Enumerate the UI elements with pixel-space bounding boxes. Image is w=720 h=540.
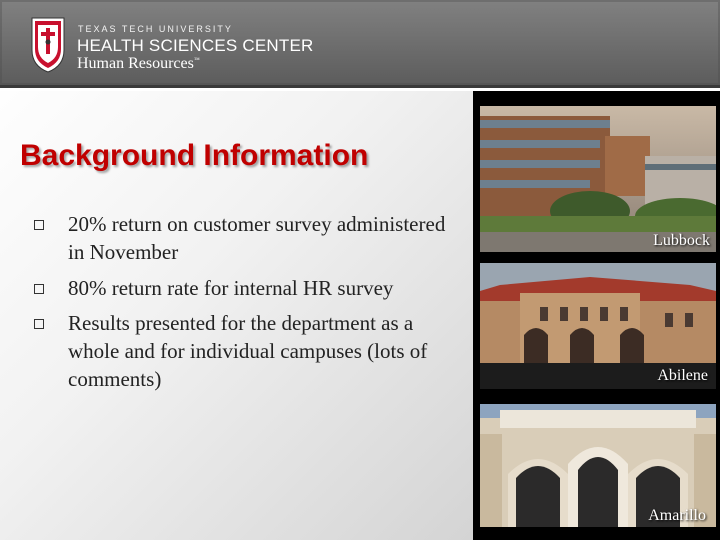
photo-caption: Abilene	[657, 367, 708, 384]
department-name: Human Resources™	[77, 55, 200, 72]
bullet-text: 20% return on customer survey administered in November	[68, 212, 446, 264]
bullet-item	[34, 274, 454, 302]
photo-abilene	[480, 263, 716, 389]
photo-caption: Amarillo	[648, 507, 706, 524]
slide-title: Background Information	[20, 139, 369, 172]
bullet-item	[34, 309, 454, 393]
bullet-list	[34, 210, 454, 401]
bullet-text: Results presented for the department as a whole and for individual campuses (lots of comments)	[68, 311, 428, 391]
square-bullet-icon	[34, 284, 44, 294]
photo-caption: Lubbock	[653, 232, 710, 249]
photo-lubbock	[480, 106, 716, 252]
center-name: HEALTH SCIENCES CENTER	[77, 36, 314, 55]
header-banner	[0, 0, 720, 88]
university-name: TEXAS TECH UNIVERSITY	[78, 24, 233, 34]
campus-photo-strip	[473, 91, 720, 540]
university-seal-icon	[29, 16, 67, 74]
bullet-item	[34, 210, 454, 266]
square-bullet-icon	[34, 319, 44, 329]
photo-amarillo	[480, 404, 716, 527]
square-bullet-icon	[34, 220, 44, 230]
bullet-text: 80% return rate for internal HR survey	[68, 276, 394, 300]
